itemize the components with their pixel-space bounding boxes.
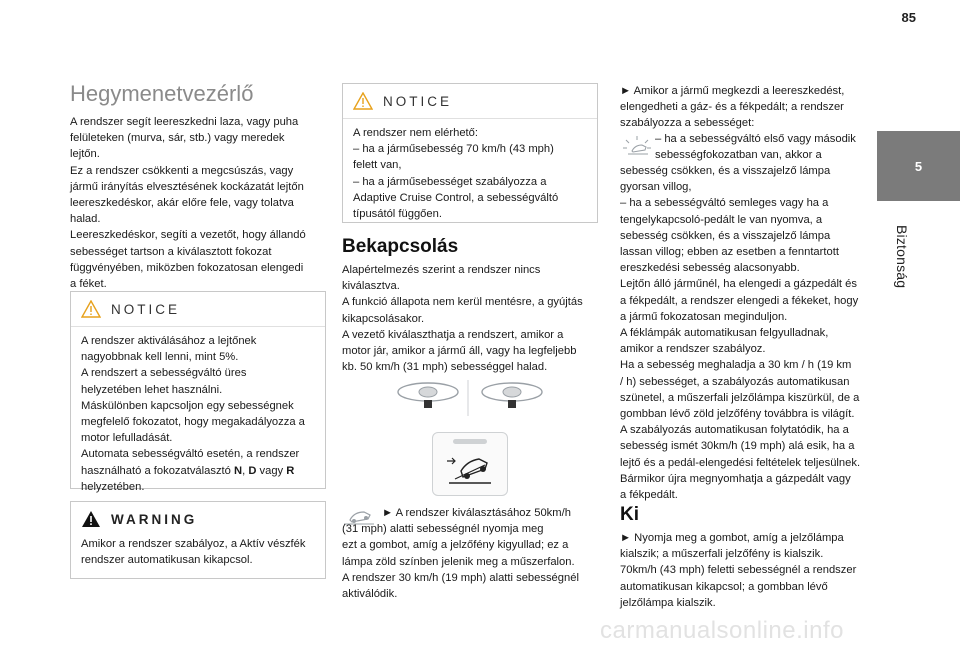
activation-step-text: ► A rendszer kiválasztásához 50km/h (31 mph) alatti sebességnél nyomja meg ezt a gombot, amíg a jelzőfény kigyullad; ez a lámpa zöld színben jelenik meg a műszerfalon. A rendszer 30 km/h (19 mph) alatti sebességnél aktiválódik.	[342, 507, 579, 601]
descent-text: ► Amikor a jármű megkezdi a leereszkedést, elengedheti a gáz- és a fékpedált; a rendszer szabályozza a sebességet:	[620, 85, 845, 130]
page-number: 85	[901, 10, 916, 25]
section-title-activation: Bekapcsolás	[342, 236, 459, 257]
notice-box-availability	[342, 83, 598, 223]
steering-wheel-right-icon	[482, 383, 542, 408]
intro-text: A rendszer segít leereszkedni laza, vagy puha felületeken (murva, sár, stb.) vagy meredek lejtőn. Ez a rendszer csökkenti a megcsúszás, vagy jármű irányítás elvesztésének kockázatát lejtőn leereszkedéskor, akár előre fele, vagy tolatva halad. Leereszkedéskor, segíti a vezetőt, hogy állandó sebességet tartson a kiválasztott fokozat függvényében, miközben fokozatosan elengedi a féket.	[70, 116, 306, 291]
button-indicator-lamp	[453, 439, 487, 444]
regulation-text: sebesség csökken, és a visszajelző lámpa gyorsan villog, – ha a sebességváltó semleges vagy ha a tengelykapcsoló-pedált le van nyomva, a sebesség csökken, és a visszajelző lámpa lassan villog; ebben az esetben a fenntartott ereszkedési sebesség alacsonyabb. Lejtőn álló járműnél, ha elengedi a gázpedált és a fékpedált, a rendszer elengedi a fékeket, hogy a jármű fokozatosan meginduljon. A féklámpák automatikusan felgyulladnak, amikor a rendszer szabályoz. Ha a sebesség meghaladja a 30 km / h (19 km / h) sebességet, a szabályozás automatikusan szünetel, a műszerfali jelzőlámpa kiszürkül, de a gombban lévő zöld jelzőfény továbbra is világít. A szabályozás automatikusan folytatódik, ha a sebesség ismét 30km/h (19 mph) alá esik, ha a lejtő és a pedál-elengedési feltételek teljesülnek. Bármikor újra megnyomhatja a gázpedált vagy a fékpedált.	[620, 165, 861, 502]
hill-descent-car-icon	[445, 449, 495, 489]
steering-wheel-left-icon	[398, 383, 458, 408]
hill-descent-button[interactable]	[432, 432, 508, 496]
notice-box-activation	[70, 291, 326, 493]
caution-triangle-icon	[353, 92, 373, 110]
notice-body	[71, 327, 325, 495]
chapter-label: Biztonság	[894, 225, 910, 289]
notice-header-2	[343, 84, 597, 119]
gear-r: R	[286, 464, 295, 477]
caution-triangle-icon	[81, 300, 101, 318]
notice-header	[71, 292, 325, 327]
notice-or: vagy	[256, 464, 287, 477]
watermark: carmanualsonline.info	[600, 617, 844, 644]
warning-body: Amikor a rendszer szabályoz, a Aktív vészfék rendszer automatikusan kikapcsol.	[81, 538, 306, 567]
warning-label: WARNING	[111, 511, 198, 527]
gear-d: D	[248, 464, 257, 477]
off-text: ► Nyomja meg a gombot, amíg a jelzőlámpa kialszik; a műszerfali jelzőfény is kialszik. 70km/h (43 mph) feletti sebességnél a rendszer automatikusan kikapcsol; a gombban lévő jelzőlámpa kialszik.	[620, 532, 857, 609]
warning-header	[71, 502, 325, 536]
notice-label-2: NOTICE	[383, 93, 453, 109]
activation-text: Alapértelmezés szerint a rendszer nincs kiválasztva. A funkció állapota nem kerül mentésre, a gyújtás kikapcsolásakor. A vezető kiválaszthatja a rendszert, amikor a motor jár, amikor a jármű áll, vagy ha legfeljebb kb. 50 km/h (31 mph) sebességgel halad.	[342, 264, 583, 374]
chapter-number: 5	[914, 158, 923, 174]
chapter-tab[interactable]	[877, 131, 960, 201]
warning-triangle-icon	[81, 510, 101, 528]
warning-box	[70, 501, 326, 579]
notice-comma: ,	[242, 464, 249, 477]
steering-wheel-illustration	[390, 380, 550, 416]
blinking-lamp-icon	[622, 134, 652, 164]
gear-first-second-text: – ha a sebességváltó első vagy második sebességfokozatban van, akkor a	[655, 133, 856, 162]
section-title-off: Ki	[620, 504, 639, 525]
notice-end: helyzetében.	[81, 480, 145, 493]
gear-n: N	[234, 464, 243, 477]
page-title: Hegymenetvezérlő	[70, 81, 254, 106]
notice-text: A rendszer aktiválásához a lejtőnek nagyobbnak kell lenni, mint 5%. A rendszert a sebességváltó üres helyzetében lehet használni. Máskülönben kapcsoljon egy sebességnek megfelelő fokozatot, hogy megakadályozza a motor lefulladását. Automata sebességváltó esetén, a rendszer használható a fokozatválasztó	[81, 335, 305, 477]
notice-body-2: A rendszer nem elérhető: – ha a járműsebesség 70 km/h (43 mph) felett van, – ha a járműsebességet szabályozza a Adaptive Cruise Control, a sebességváltó típusától függően.	[353, 127, 559, 221]
notice-label: NOTICE	[111, 301, 181, 317]
